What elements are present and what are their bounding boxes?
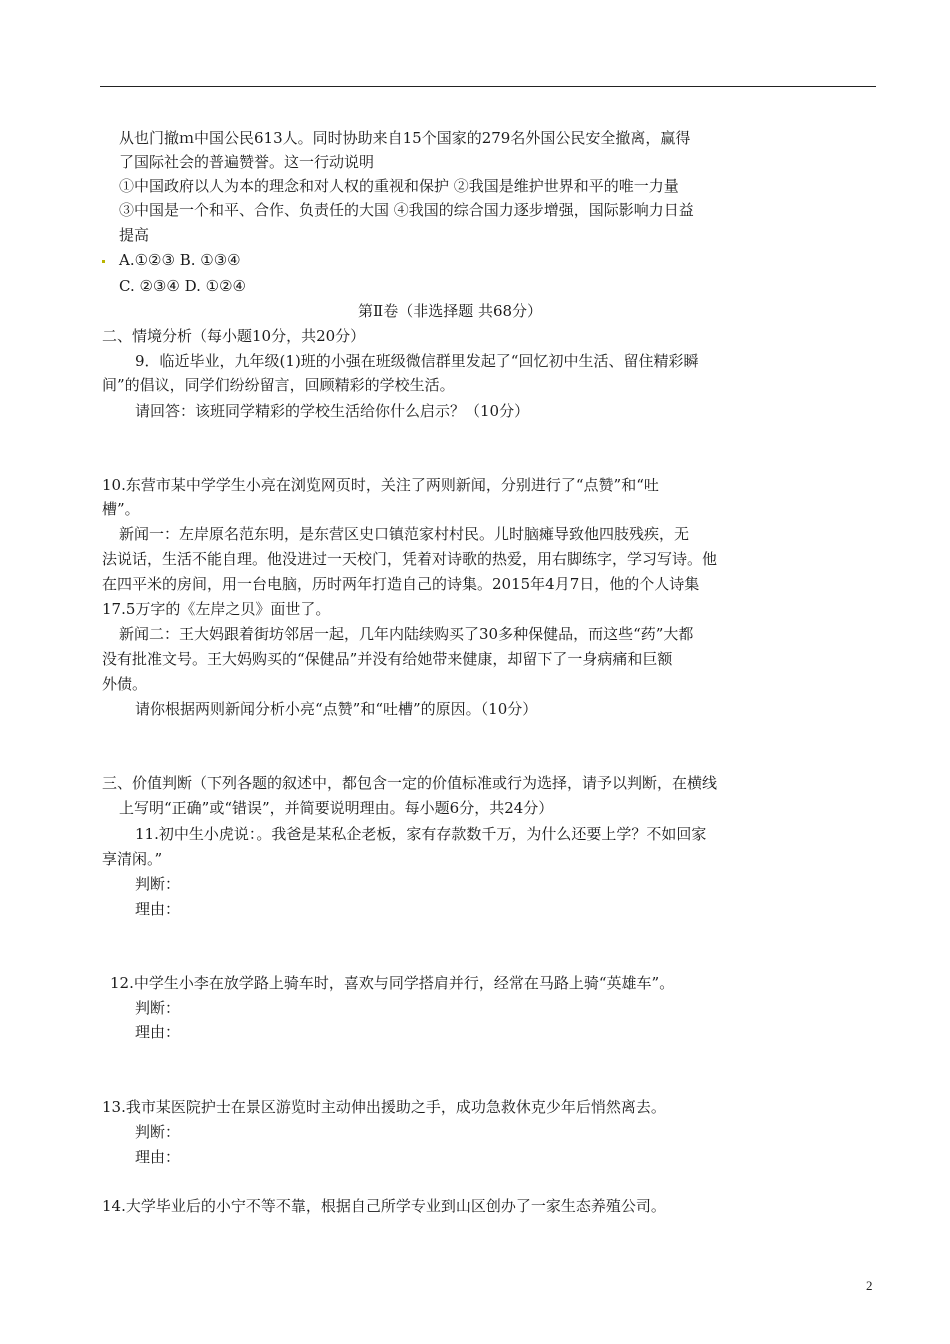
judgment-label: 判断：	[135, 999, 181, 1017]
question-14: 14.大学毕业后的小宁不等不靠，根据自己所学专业到山区创办了一家生态养殖公司。	[102, 1197, 666, 1215]
question-12: 12.中学生小李在放学路上骑车时，喜欢与同学搭肩并行，经常在马路上骑“英雄车”。	[110, 974, 675, 992]
text-line: 从也门撤ｍ中国公民613人。同时协助来自15个国家的279名外国公民安全撤离，赢得	[119, 129, 691, 147]
text-line: 上写明“正确”或“错误”，并简要说明理由。每小题6分，共24分）	[119, 799, 554, 817]
part-heading: 二、情境分析（每小题10分，共20分）	[102, 327, 366, 345]
question-9-prompt: 请回答：该班同学精彩的学校生活给你什么启示？（10分）	[135, 402, 530, 420]
text-line: 间”的倡议，同学们纷纷留言，回顾精彩的学校生活。	[102, 376, 455, 394]
news-two: 新闻二：王大妈跟着街坊邻居一起，几年内陆续购买了30多种保健品，而这些“药”大都	[119, 625, 694, 643]
text-line: 在四平米的房间，用一台电脑，历时两年打造自己的诗集。2015年4月7日，他的个人诗集	[102, 575, 700, 593]
text-line: 享清闲。”	[102, 850, 163, 868]
header-rule	[100, 86, 876, 87]
question-11: 11.初中生小虎说：。我爸是某私企老板，家有存款数千万，为什么还要上学？不如回家	[135, 825, 707, 843]
page-number: 2	[866, 1278, 873, 1293]
question-13: 13.我市某医院护士在景区游览时主动伸出援助之手，成功急救休克少年后悄然离去。	[102, 1098, 666, 1116]
text-line: 提高	[119, 226, 150, 244]
answer-choices-cd: C. ②③④ D. ①②④	[119, 277, 246, 295]
text-line: 17.5万字的《左岸之贝》面世了。	[102, 600, 331, 618]
option-line: ①中国政府以人为本的理念和对人权的重视和保护 ②我国是维护世界和平的唯一力量	[119, 177, 679, 195]
option-line: ③中国是一个和平、合作、负责任的大国 ④我国的综合国力逐步增强，国际影响力日益	[119, 201, 694, 219]
reason-label: 理由：	[135, 1148, 181, 1166]
question-9: 9．临近毕业，九年级(1)班的小强在班级微信群里发起了“回忆初中生活、留住精彩瞬	[135, 352, 699, 370]
text-line: 外债。	[102, 675, 148, 693]
margin-mark	[102, 260, 105, 263]
answer-choices-ab: A.①②③ B. ①③④	[119, 251, 241, 269]
reason-label: 理由：	[135, 1023, 181, 1041]
judgment-label: 判断：	[135, 875, 181, 893]
text-line: 了国际社会的普遍赞誉。这一行动说明	[119, 153, 375, 171]
news-one: 新闻一：左岸原名范东明，是东营区史口镇范家村村民。儿时脑瘫导致他四肢残疾，无	[119, 525, 690, 543]
text-line: 法说话，生活不能自理。他没进过一天校门，凭着对诗歌的热爱，用右脚练字，学习写诗。他	[102, 550, 718, 568]
judgment-label: 判断：	[135, 1123, 181, 1141]
part-heading: 三、价值判断（下列各题的叙述中，都包含一定的价值标准或行为选择，请予以判断，在横线	[102, 774, 718, 792]
text-line: 槽”。	[102, 500, 140, 518]
section-heading: 第Ⅱ卷（非选择题 共68分）	[358, 302, 543, 320]
text-line: 没有批准文号。王大妈购买的“保健品”并没有给她带来健康，却留下了一身病痛和巨额	[102, 650, 673, 668]
reason-label: 理由：	[135, 900, 181, 918]
question-10: 10.东营市某中学学生小亮在浏览网页时，关注了两则新闻，分别进行了“点赞”和“吐	[102, 476, 659, 494]
question-10-prompt: 请你根据两则新闻分析小亮“点赞”和“吐槽”的原因。（10分）	[135, 700, 538, 718]
